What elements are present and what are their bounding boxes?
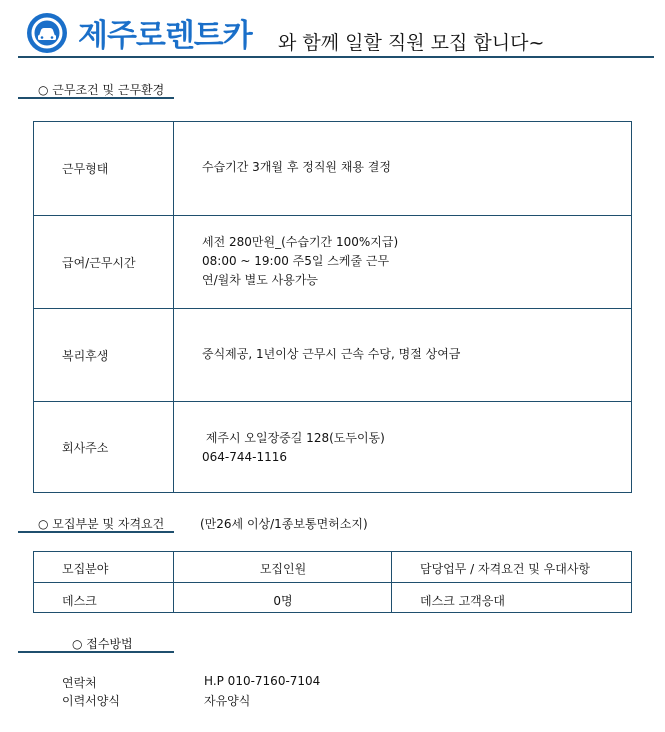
contact-phone-label: 연락처: [62, 676, 97, 690]
table-row: [34, 216, 631, 308]
row-value-line: 제주시 오일장중길 128(도두이동): [202, 431, 385, 445]
conditions-table: [33, 121, 632, 493]
resume-form-value: 자유양식: [204, 694, 251, 708]
header-divider: [18, 56, 654, 58]
header-cell: 담당업무 / 자격요건 및 우대사항: [420, 562, 590, 576]
section-underline: [18, 651, 174, 653]
table-row: [34, 122, 631, 215]
section-underline: [18, 531, 174, 533]
recruit-table: [33, 551, 632, 613]
recruit-tagline: 와 함께 일할 직원 모집 합니다~: [278, 32, 545, 54]
row-value-line: 수습기간 3개월 후 정직원 채용 결정: [202, 160, 391, 174]
table-cell: 데스크 고객응대: [420, 594, 505, 608]
row-label: 회사주소: [62, 441, 109, 455]
row-value-line: 064-744-1116: [202, 450, 288, 464]
table-cell: 0명: [273, 594, 293, 608]
table-row: [34, 402, 631, 492]
row-value-line: 연/월차 별도 사용가능: [202, 273, 319, 287]
section-recruit-title: ○ 모집부분 및 자격요건: [38, 517, 165, 531]
car-logo-icon: [27, 13, 67, 53]
table-cell: 데스크: [62, 594, 97, 608]
row-value-line: 08:00 ~ 19:00 주5일 스케줄 근무: [202, 254, 390, 268]
header-cell: 모집분야: [62, 562, 109, 576]
resume-form-label: 이력서양식: [62, 694, 120, 708]
row-value-line: 중식제공, 1년이상 근무시 근속 수당, 명절 상여금: [202, 347, 461, 361]
row-divider: [34, 582, 631, 583]
contact-phone-value: H.P 010-7160-7104: [204, 674, 321, 688]
row-label: 급여/근무시간: [62, 256, 136, 270]
company-logo-text: 제주로렌트카: [78, 18, 252, 54]
section-apply-title: ○ 접수방법: [72, 637, 133, 651]
section-underline: [18, 97, 174, 99]
section-work-conditions-title: ○ 근무조건 및 근무환경: [38, 83, 165, 97]
table-row: [34, 309, 631, 401]
row-label: 근무형태: [62, 162, 109, 176]
section-recruit-note: (만26세 이상/1종보통면허소지): [200, 517, 368, 531]
row-label: 복리후생: [62, 349, 109, 363]
row-value-line: 세전 280만원_(수습기간 100%지급): [202, 235, 399, 249]
header-cell: 모집인원: [259, 562, 307, 576]
